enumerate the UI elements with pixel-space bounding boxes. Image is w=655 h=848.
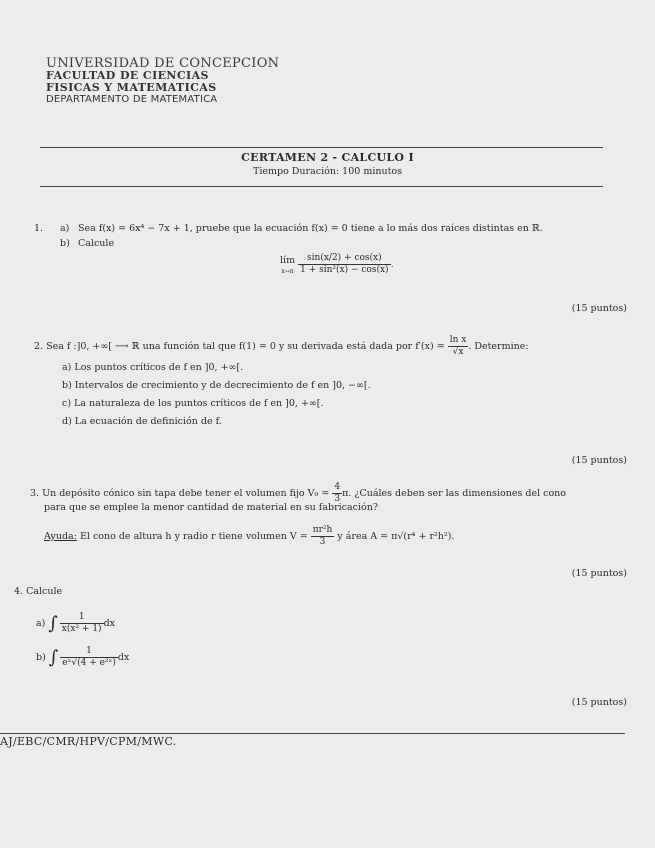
lim-end: .: [390, 259, 394, 270]
q4a-num: 1: [60, 612, 104, 624]
institution-header: [46, 58, 279, 106]
q3-v-num: 4: [334, 482, 341, 492]
q3-line2: para que se emplee la menor cantidad de material en su fabricación?: [44, 502, 378, 513]
q4b-label: b): [36, 652, 46, 663]
lim-fraction: [298, 253, 390, 276]
top-rule: [40, 147, 603, 148]
q4a-label: a): [36, 618, 46, 629]
university-name: UNIVERSIDAD DE CONCEPCION: [46, 56, 280, 71]
q4-title: 4. Calcule: [14, 586, 63, 597]
q1-points: (15 puntos): [571, 303, 627, 314]
q4a-fraction: [60, 612, 104, 635]
bottom-title-rule: [40, 186, 603, 187]
q2a-text: a) Los puntos críticos de f en ]0, +∞[.: [62, 362, 244, 373]
q1-number: 1.: [34, 223, 44, 234]
q4b-integral: [36, 646, 129, 669]
q2-frac-den: √x: [452, 347, 464, 357]
department-name: DEPARTAMENTO DE MATEMATICA: [46, 94, 218, 105]
q1a-text: Sea f(x) = 6x⁴ − 7x + 1, pruebe que la ecuación f(x) = 0 tiene a lo más dos raíces distintas en ℝ.: [78, 223, 543, 234]
lim-numerator: sin(x/2) + cos(x): [298, 253, 390, 265]
q1b-label: b): [60, 238, 70, 249]
q3-hint-label: Ayuda:: [44, 531, 77, 542]
q3-line1-pre: 3. Un depósito cónico sin tapa debe tener el volumen fijo V₀ =: [30, 488, 330, 499]
exam-title: CERTAMEN 2 - CALCULO I: [241, 151, 414, 164]
faculty-line-2: FISICAS Y MATEMATICAS: [46, 81, 217, 94]
q2c-text: c) La naturaleza de los puntos críticos de f en ]0, +∞[.: [62, 398, 324, 409]
q2-intro-text: 2. Sea f :]0, +∞[ ⟶ ℝ una función tal que f(1) = 0 y su derivada está dada por f′(x) =: [34, 341, 445, 352]
q3-hint-num: πr²h: [312, 525, 333, 535]
q4a-den: x(x² + 1): [61, 624, 102, 634]
q1a-label: a): [60, 223, 70, 234]
q3-hint-post: y área A = π√(r⁴ + r²h²).: [337, 531, 455, 542]
lim-word: lím: [280, 255, 296, 266]
q4b-num: 1: [60, 646, 118, 658]
q3-v-den: 3: [334, 494, 341, 504]
q4b-fraction: [60, 646, 118, 669]
q2-intro-end: . Determine:: [468, 341, 529, 352]
lim-denominator: 1 + sin²(x) − cos(x): [300, 265, 389, 275]
q4a-integral: [36, 612, 115, 635]
integral-sign-icon: ∫: [48, 612, 58, 634]
q2-frac-num: ln x: [449, 335, 467, 345]
footer-initials: AJ/EBC/CMR/HPV/CPM/MWC.: [0, 735, 177, 748]
q4-points: (15 puntos): [571, 697, 627, 708]
q1-limit: [280, 253, 394, 276]
q2b-text: b) Intervalos de crecimiento y de decrecimiento de f en ]0, −∞[.: [62, 380, 371, 391]
q2d-text: d) La ecuación de definición de f.: [62, 416, 222, 427]
integral-sign-icon: ∫: [48, 646, 59, 668]
q3-hint-fraction: [311, 525, 335, 548]
q4b-dx: dx: [117, 652, 130, 663]
q1b-text: Calcule: [78, 238, 115, 249]
q3-hint-pre: El cono de altura h y radio r tiene volumen V =: [79, 531, 308, 542]
q3-hint-den: 3: [319, 537, 326, 547]
q3-line1-post: π. ¿Cuáles deben ser las dimensiones del cono: [342, 488, 567, 499]
q3-points: (15 puntos): [571, 568, 627, 579]
q2-derivative-fraction: [448, 335, 469, 358]
q4a-dx: dx: [103, 618, 116, 629]
footer-rule: [0, 733, 625, 734]
q2-intro: [34, 335, 529, 358]
q4b-den: eˣ√(4 + e²ˣ): [62, 658, 116, 668]
exam-duration: Tiempo Duración: 100 minutos: [252, 166, 403, 177]
q3-hint: [44, 525, 454, 548]
q2-points: (15 puntos): [571, 455, 627, 466]
faculty-line-1: FACULTAD DE CIENCIAS: [46, 69, 209, 82]
lim-sub: x→π: [281, 268, 294, 275]
